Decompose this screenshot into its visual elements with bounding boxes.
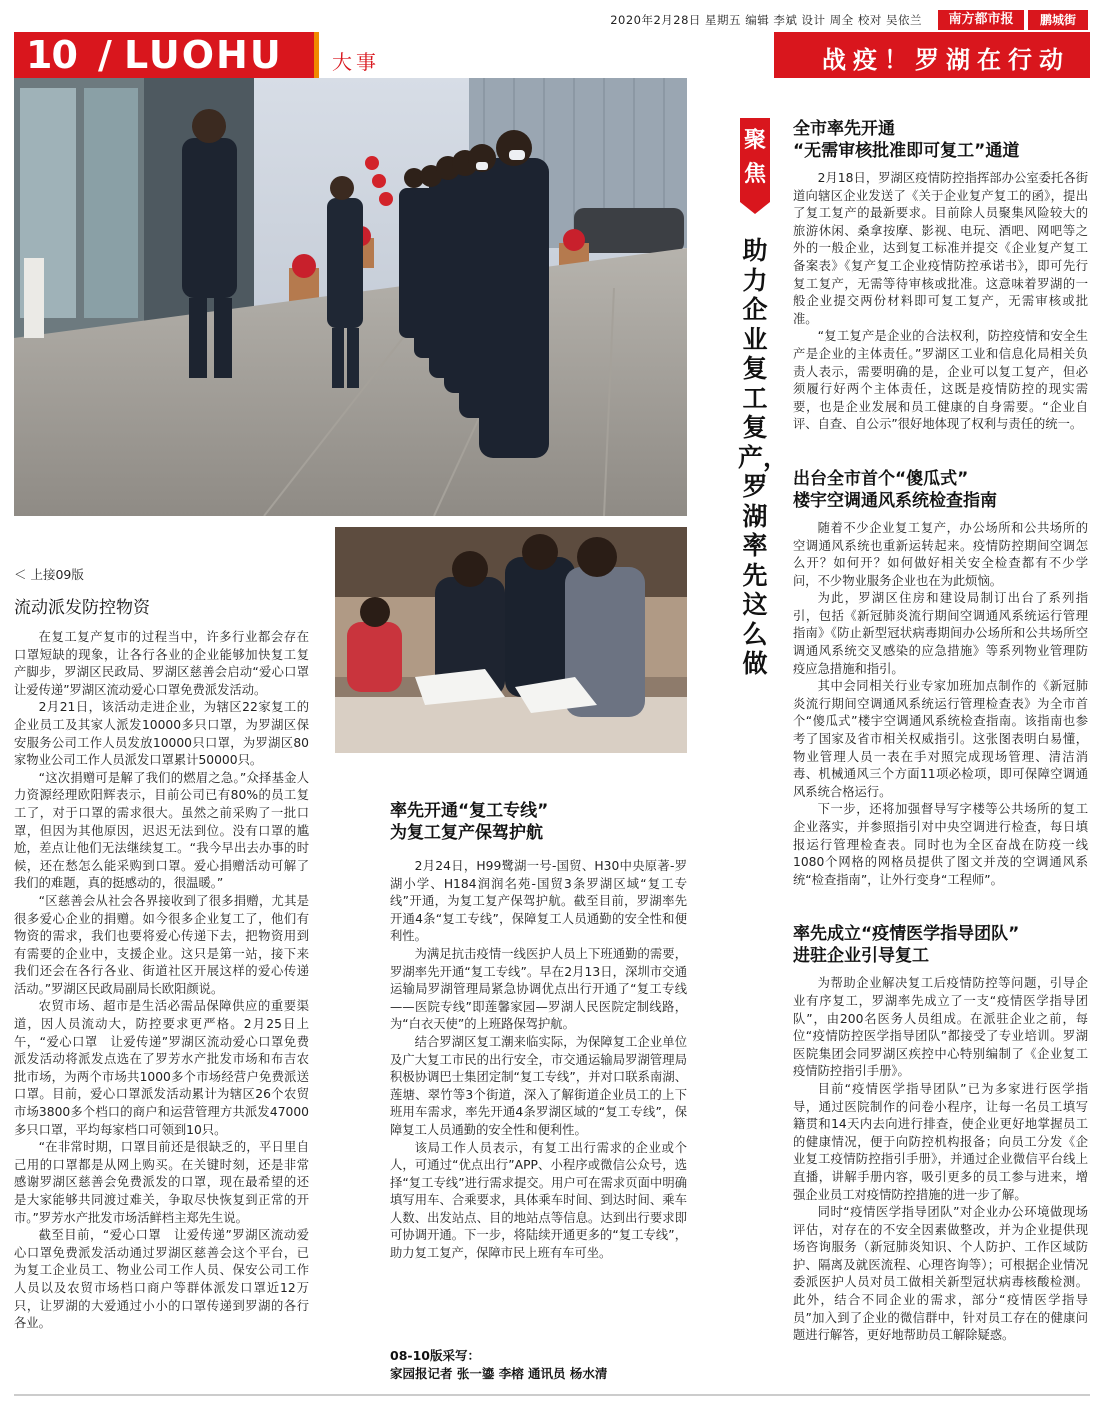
paper-logo: 南方都市报 <box>938 10 1024 30</box>
right-a3-headline-2: 进驻企业引导复工 <box>793 946 929 967</box>
left-paragraph: 农贸市场、超市是生活必需品保障供应的重要渠道，因人员流动大，防控要求更严格。2月25日上午，“爱心口罩 让爱传递”罗湖区流动爱心口罩免费派发活动将派发点选在了罗芳水产批发市场和布吉农批市场，为两个市场共1000多个市场经营户免费派送口罩。目前，爱心口罩派发活动累计为辖区26个农贸市场3800多个档口的商户和运营管理方共派发47000多只口罩，平均每家档口可领到10只。 <box>14 999 309 1137</box>
left-paragraph: “在非常时期，口罩目前还是很缺乏的，平日里自己用的口罩都是从网上购买。在关键时刻，还是非常感谢罗湖区慈善会免费派发的口罩，现在最希望的还是大家能够共同渡过难关，争取尽快恢复到正常的开市。”罗芳水产批发市场活鲜档主郑先生说。 <box>14 1140 309 1225</box>
left-paragraph: “这次捐赠可是解了我们的燃眉之急。”众择基金人力资源经理欧阳辉表示，目前公司已有80%的员工复工了，对于口罩的需求很大。虽然之前采购了一批口罩，但因为其他原因，迟迟无法到位。没有口罩的尴尬，差点让他们无法继续复工。“我今早出去办事的时候，还在愁怎么能采购到口罩。爱心捐赠活动可解了我们的难题，真的挺感动的，很温暖。” <box>14 770 309 891</box>
banner-title: 战疫！罗湖在行动 <box>822 46 1070 74</box>
right-a2-headline-2: 楼宇空调通风系统检查指南 <box>793 490 997 511</box>
left-paragraph: “区慈善会从社会各界接收到了很多捐赠，尤其是很多爱心企业的捐赠。如今很多企业复工了，他们有物资的需求，我们也要将爱心传递下去，把物资用到有需要的企业中，支援企业。这只是第一站，接下来我们还会在各行各业、街道社区开展这样的爱心传递活动。”罗湖区民政局副局长欧阳颜说。 <box>14 893 309 996</box>
second-photo-illustration <box>335 527 687 753</box>
middle-paragraph: 2月24日，H99鹭湖一号-国贸、H30中央原著-罗湖小学、H184润润名苑-国贸3条罗湖区域“复工专线”开通，为复工复产保驾护航。截至目前，罗湖率先开通4条“复工专线”，保障复工人员通勤的安全性和便利性。 <box>390 859 687 944</box>
focus-headline: 助力企业复工复产，罗湖率先这么做 <box>738 236 789 678</box>
middle-headline-2: 为复工复产保驾护航 <box>390 823 543 843</box>
right-a3-paragraph: 同时“疫情医学指导团队”对企业办公环境做现场评估，对存在的不安全因素做整改，并为企业提供现场咨询服务（新冠肺炎知识、个人防护、工作区域防护、隔离及就医流程、心理咨询等）；可根据企业情况委派医护人员对员工做相关新型冠状病毒核酸检测。此外，结合不同企业的需求，部分“疫情医学指导员”加入到了企业的微信群中，针对员工存在的健康问题进行解答，更好地帮助员工解除疑惑。 <box>793 1205 1088 1343</box>
section-name: 大事 <box>332 50 380 74</box>
right-column <box>793 118 1088 1345</box>
banner-left <box>14 32 319 78</box>
focus-arrow <box>740 202 770 214</box>
continued-from: ＜ 上接09版 <box>14 567 84 582</box>
left-paragraph: 2月21日，该活动走进企业，为辖区22家复工的企业员工及其家人派发10000多只口罩，为罗湖区保安服务公司工作人员发放10000只口罩，为罗湖区80家物业公司工作人员派发口罩累计50000只。 <box>14 700 309 768</box>
sub-logo: 鹏城街 <box>1028 10 1088 30</box>
right-a2-paragraph: 其中会同相关行业专家加班加点制作的《新冠肺炎流行期间空调通风系统运行管理检查表》为全市首个“傻瓜式”楼宇空调通风系统检查指南。该指南也参考了国家及省市相关权威指引。这张图表明白易懂，物业管理人员一表在手对照完成现场管理、清洁消毒、机械通风三个方面11项必检项，即可保障空调通风系统合格运行。 <box>793 679 1088 799</box>
second-photo <box>335 527 687 753</box>
left-headline: 流动派发防控物资 <box>14 598 150 618</box>
right-a2-headline-1: 出台全市首个“傻瓜式” <box>793 468 969 489</box>
district-name: LUOHU <box>124 33 283 77</box>
left-column <box>14 565 322 1333</box>
banner-right <box>774 32 1090 78</box>
middle-headline-1: 率先开通“复工专线” <box>390 801 549 821</box>
focus-label-2: 焦 <box>743 162 766 187</box>
masthead <box>0 0 1100 30</box>
bottom-rule <box>14 1394 1090 1396</box>
middle-paragraph: 结合罗湖区复工潮来临实际，为保障复工企业单位及广大复工市民的出行安全，市交通运输局罗湖管理局积极协调巴士集团定制“复工专线”，并对口联系南湖、莲塘、翠竹等3个街道，深入了解街道企业员工的上下班用车需求，率先开通4条罗湖区域的“复工专线”，保障复工人员通勤的安全性和便利性。 <box>390 1034 687 1137</box>
right-a3-headline-1: 率先成立“疫情医学指导团队” <box>793 924 1020 945</box>
right-a1-headline-1: 全市率先开通 <box>793 119 895 139</box>
focus-label-1: 聚 <box>743 128 766 153</box>
right-a3-paragraph: 为帮助企业解决复工后疫情防控等问题，引导企业有序复工，罗湖率先成立了一支“疫情医学指导团队”，由200名医务人员组成。在派驻企业之前，每位“疫情防控医学指导团队”都接受了专业培训。罗湖医院集团会同罗湖区疾控中心特别编制了《企业复工疫情防控指引手册》。 <box>793 976 1088 1079</box>
left-paragraph: 在复工复产复市的过程当中，许多行业都会存在口罩短缺的现象，让各行各业的企业能够加快复工复产脚步，罗湖区民政局、罗湖区慈善会启动“爱心口罩 让爱传递”罗湖区流动爱心口罩免费派发活动。 <box>14 630 322 697</box>
main-photo <box>14 78 687 516</box>
banner-slash: / <box>98 33 112 77</box>
right-a2-paragraph: 随着不少企业复工复产，办公场所和公共场所的空调通风系统也重新运转起来。疫情防控期间空调怎么开？如何开？如何做好相关安全检查都有不少学问，不少物业服务企业也在为此烦恼。 <box>793 520 1088 588</box>
right-a3-paragraph: 目前“疫情医学指导团队”已为多家进行医学指导，通过医院制作的问卷小程序，让每一名员工填写籍贯和14天内去向进行排查，使企业更好地掌握员工的健康情况，便于向防控机构报备；向员工分发《企业复工疫情防控指引手册》，并通过企业微信平台线上直播，讲解手册内容，吸引更多的员工参与进来，增强企业员工对疫情防控措施的进一步了解。 <box>793 1081 1088 1202</box>
masthead-info: 2020年2月28日 星期五 编辑 李斌 设计 周全 校对 吴依兰 <box>610 13 922 27</box>
credits <box>390 1346 687 1382</box>
middle-paragraph: 为满足抗击疫情一线医护人员上下班通勤的需要，罗湖率先开通“复工专线”。早在2月13日，深圳市交通运输局罗湖管理局紧急协调优点出行开通了“复工专线——医院专线”即莲馨家园—罗湖人民医院定制线路，为“白衣天使”的上班路保驾护航。 <box>390 946 687 1032</box>
page-banner <box>14 32 1090 78</box>
middle-column <box>390 800 687 1263</box>
right-a2-paragraph: 下一步，还将加强督导写字楼等公共场所的复工企业落实，并参照指引对中央空调进行检查，每日填报运行管理检查表。同时也为全区奋战在防疫一线1080个网格的网格员提供了图文并茂的空调通风系统“检查指南”，让外行变身“工程师”。 <box>793 802 1088 887</box>
right-a1-paragraph: “复工复产是企业的合法权利，防控疫情和安全生产是企业的主体责任。”罗湖区工业和信息化局相关负责人表示，需要明确的是，企业可以复工复产，但必须履行好两个主体责任，这既是疫情防控的现实需要，也是企业发展和员工健康的自身需要。“企业自评、自查、自公示”很好地体现了权利与责任的统一。 <box>793 329 1088 432</box>
credit-label: 08-10版采写： <box>390 1348 480 1363</box>
middle-paragraph: 该局工作人员表示，有复工出行需求的企业或个人，可通过“优点出行”APP、小程序或微信公众号，选择“复工专线”进行需求提交。用户可在需求页面中明确填写用车、合乘要求，具体乘车时间、到达时间、乘车人数、出发站点、目的地站点等信息。达到出行要求即可协调开通。下一步，将陆续开通更多的“复工专线”，助力复工复产，保障市民上班有车可坐。 <box>390 1140 687 1261</box>
right-a1-headline-2: “无需审核批准即可复工”通道 <box>793 141 1020 161</box>
right-a2-paragraph: 为此，罗湖区住房和建设局制订出台了系列指引，包括《新冠肺炎流行期间空调通风系统运行管理指南》《防止新型冠状病毒期间办公场所和公共场所空调通风系统交叉感染的应急措施》等系列物业管理防疫应急措施和指引。 <box>793 591 1088 676</box>
right-a1-paragraph: 2月18日，罗湖区疫情防控指挥部办公室委托各街道向辖区企业发送了《关于企业复产复工的函》，提出了复工复产的最新要求。目前除人员聚集风险较大的旅游休闲、桑拿按摩、影视、电玩、酒吧、网吧等之外的一般企业，达到复工标准并提交《企业复产复工备案表》《复产复工企业疫情防控承诺书》，即可先行复工复产，无需等待审核或批准。这意味着罗湖的一般企业提交两份材料即可复工复产，无需审核或批准。 <box>793 171 1088 326</box>
page-number: 10 <box>26 33 77 77</box>
main-photo-illustration <box>14 78 687 516</box>
focus-tag <box>740 118 770 202</box>
credit-names: 家园报记者 张一鎏 李榕 通讯员 杨水清 <box>390 1366 608 1381</box>
left-paragraph: 截至目前，“爱心口罩 让爱传递”罗湖区流动爱心口罩免费派发活动通过罗湖区慈善会这个平台，已为复工企业员工、物业公司工作人员、保安公司工作人员以及农贸市场档口商户等群体派发口罩近12万只，让罗湖的大爱通过小小的口罩传递到罗湖的各行各业。 <box>14 1228 309 1331</box>
